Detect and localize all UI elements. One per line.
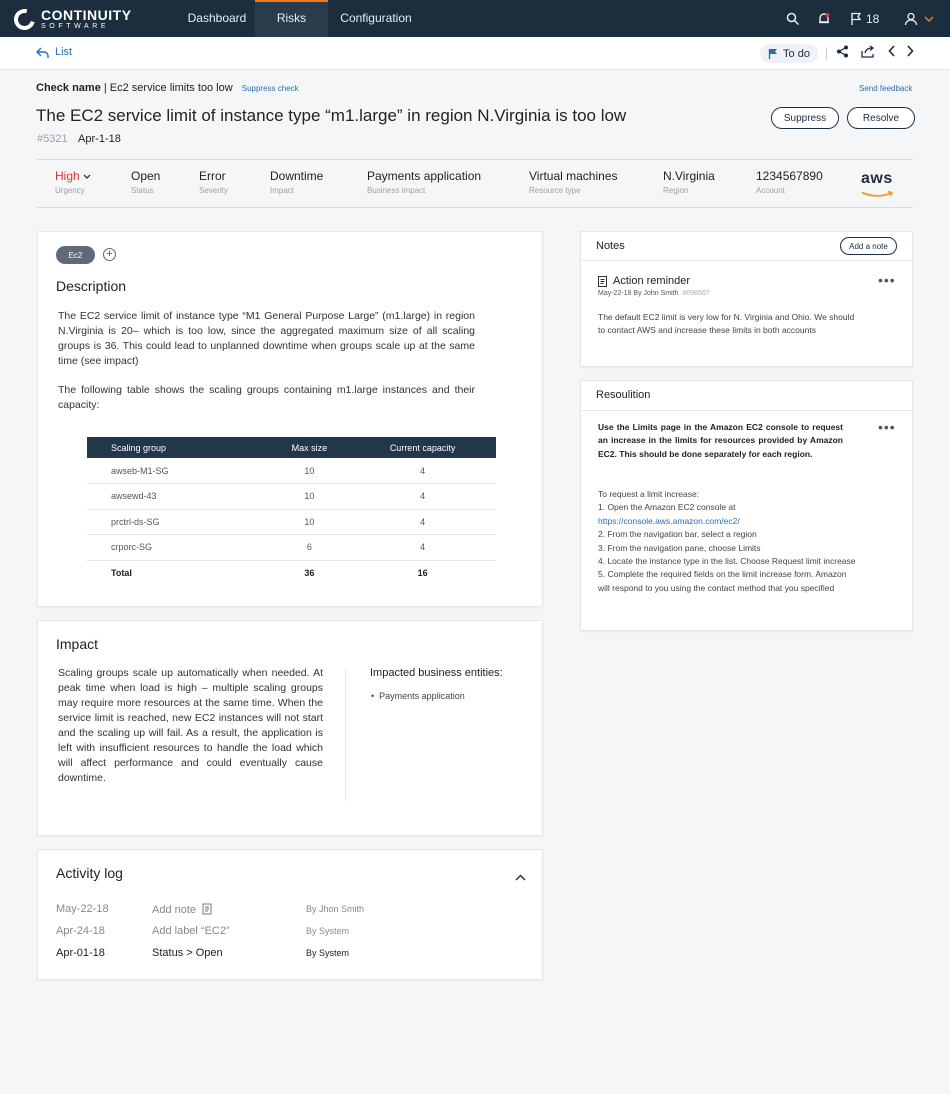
table-cell: 6	[270, 535, 350, 561]
aws-logo	[861, 171, 895, 201]
add-label-icon[interactable]: +	[103, 248, 116, 261]
activity-row	[56, 925, 350, 937]
activity-row	[56, 903, 365, 916]
severity-attribute	[199, 169, 228, 195]
toolbar-divider	[826, 47, 827, 60]
column-header-scaling-group: Scaling group	[87, 437, 270, 458]
chevron-down-icon	[83, 174, 91, 179]
impact-label: Impact	[270, 186, 295, 195]
severity-value: Error	[199, 169, 226, 183]
bell-icon[interactable]	[817, 0, 831, 37]
check-name: Check name | Ec2 service limits too low Suppress check	[36, 82, 299, 94]
risk-attributes-bar	[37, 159, 913, 208]
table-row	[87, 535, 496, 561]
note-icon	[202, 903, 212, 915]
next-arrow-icon[interactable]	[906, 45, 914, 60]
table-header-row	[87, 437, 496, 458]
note-icon	[598, 276, 607, 287]
column-header-current-capacity: Current capacity	[349, 437, 496, 458]
tab-dashboard[interactable]: Dashboard	[187, 11, 247, 25]
impacted-entities-title: Impacted business entities:	[370, 667, 503, 679]
risk-date: Apr-1-18	[78, 133, 121, 145]
activity-action: Status > Open	[152, 947, 223, 959]
activity-action: Add label “EC2”	[152, 925, 230, 937]
table-total-row	[87, 560, 496, 586]
table-cell: 36	[304, 568, 315, 578]
urgency-value: High	[55, 169, 80, 183]
add-note-button[interactable]: Add a note	[840, 237, 897, 255]
previous-arrow-icon[interactable]	[888, 45, 896, 60]
collapse-chevron-icon[interactable]	[515, 870, 526, 884]
table-cell: 4	[349, 535, 496, 561]
notes-card	[580, 231, 913, 367]
activity-action: Add note	[152, 903, 212, 916]
account-label: Account	[756, 186, 785, 195]
resolve-button[interactable]: Resolve	[847, 107, 915, 129]
notes-header	[581, 232, 912, 261]
activity-by: By Jhon Smith	[306, 904, 365, 914]
page-title: The EC2 service limit of instance type “m1.large” in region N.Virginia is too low	[36, 106, 627, 125]
table-row	[87, 509, 496, 535]
resolution-step-5: 5. Complete the required fields on the limit increase form. Amazon will respond to you using the contact method that you specified	[598, 569, 847, 593]
todo-status-button[interactable]	[760, 44, 818, 63]
flag-count: 18	[866, 11, 880, 26]
resolution-step-4: 4. Locate the instance type in the list. Choose Request limit increase	[598, 556, 856, 567]
resolution-summary: Use the Limits page in the Amazon EC2 console to request an increase in the limits for resources provided by Amazon EC2. This should be done separately for each region.	[598, 422, 843, 459]
aws-console-link[interactable]: https://console.aws.amazon.com/ec2/	[598, 515, 740, 526]
note-text: The default EC2 limit is very low for N. Virginia and Ohio. We should to contact AWS and increase these limits in both accounts	[598, 312, 855, 335]
top-navigation-bar	[0, 0, 950, 37]
tab-configuration[interactable]: Configuration	[340, 11, 412, 25]
impacted-entity-item[interactable]: • Payments application	[371, 691, 465, 701]
resource-type-label: Resource type	[529, 186, 581, 195]
impacted-entity-label: Payments application	[379, 691, 465, 701]
aws-logo-text: aws	[861, 170, 893, 187]
user-menu[interactable]	[904, 0, 934, 37]
impact-title: Impact	[56, 636, 99, 652]
back-to-list-link[interactable]	[36, 46, 72, 58]
search-icon[interactable]	[786, 0, 800, 37]
resource-type-value: Virtual machines	[529, 169, 618, 183]
back-label: List	[55, 46, 73, 58]
resolution-more-options-icon[interactable]: •••	[878, 419, 896, 435]
impact-value: Downtime	[270, 169, 324, 183]
sub-toolbar	[0, 37, 950, 70]
back-arrow-icon	[36, 47, 49, 58]
user-icon	[904, 12, 918, 26]
table-cell: 10	[270, 484, 350, 510]
note-header	[598, 275, 690, 287]
table-cell: awsewd-43	[87, 484, 270, 510]
impact-card	[37, 620, 543, 836]
note-meta	[598, 290, 710, 297]
logo-ring-icon	[10, 5, 39, 34]
check-name-label: Check name	[36, 82, 101, 94]
table-cell: Total	[111, 568, 132, 578]
scaling-groups-table	[87, 437, 496, 586]
flag-counter[interactable]	[850, 0, 879, 37]
check-name-value: Ec2 service limits too low	[109, 82, 233, 94]
aws-smile-icon	[861, 191, 895, 198]
description-title: Description	[56, 278, 127, 294]
logo-sub-text: SOFTWARE	[41, 23, 110, 30]
note-title: Action reminder	[613, 275, 691, 287]
risk-meta	[37, 133, 121, 145]
resolution-header	[581, 381, 912, 411]
description-card	[37, 231, 543, 607]
export-icon[interactable]	[861, 45, 875, 61]
send-feedback-link[interactable]: Send feedback	[859, 84, 913, 93]
tab-risks[interactable]: Risks	[255, 0, 328, 37]
resolution-title: Resoulition	[596, 389, 651, 401]
risk-id: #5321	[37, 133, 68, 145]
description-paragraph-1: The EC2 service limit of instance type “M1 General Purpose Large” (m1.large) in region N.Virginia is 20– which is too low, since the aggregated maximum size of all scaling groups is 36. This could lead to unplanned downtime when groups scale up at the same time (see impact)	[58, 310, 475, 367]
table-row	[87, 484, 496, 510]
share-icon[interactable]	[836, 45, 849, 61]
region-attribute	[663, 169, 715, 195]
todo-label: To do	[783, 47, 810, 60]
resolution-steps	[598, 488, 858, 595]
label-chip[interactable]: Ec2	[56, 246, 95, 264]
activity-log-title: Activity log	[56, 865, 123, 881]
notes-title: Notes	[596, 240, 625, 252]
urgency-label: Urgency	[55, 186, 85, 195]
activity-row	[56, 947, 350, 959]
note-author-date: May-22-18 By John Smith	[598, 290, 679, 297]
activity-log-card	[37, 849, 543, 980]
activity-by: By System	[306, 926, 350, 936]
urgency-attribute[interactable]	[55, 169, 91, 195]
business-impact-label: Business impact	[367, 186, 426, 195]
column-header-max-size: Max size	[270, 437, 350, 458]
table-cell: 10	[270, 458, 350, 484]
business-impact-value: Payments application	[367, 169, 482, 183]
table-cell: awseb-M1-SG	[87, 458, 270, 484]
region-label: Region	[663, 186, 689, 195]
table-cell: crporc-SG	[87, 535, 270, 561]
note-id: #098567	[682, 290, 710, 297]
table-cell: 4	[349, 509, 496, 535]
note-more-options-icon[interactable]: •••	[878, 272, 896, 288]
continuity-logo[interactable]	[14, 8, 132, 30]
logo-main-text: CONTINUITY	[41, 7, 132, 23]
suppress-check-link[interactable]: Suppress check	[241, 84, 299, 93]
activity-date: May-22-18	[56, 903, 109, 915]
severity-label: Severity	[199, 186, 228, 195]
table-cell: 16	[417, 568, 428, 578]
resolution-intro: To request a limit increase:	[598, 489, 700, 499]
resource-type-attribute	[529, 169, 618, 195]
region-value: N.Virginia	[663, 169, 715, 183]
flag-icon	[850, 12, 862, 25]
account-value: 1234567890	[756, 169, 823, 183]
impact-attribute	[270, 169, 323, 195]
status-label: Status	[131, 186, 154, 195]
activity-by: By System	[306, 948, 350, 958]
impact-divider	[345, 669, 346, 801]
status-value: Open	[131, 169, 161, 183]
account-attribute	[756, 169, 823, 195]
resolution-step-1: 1. Open the Amazon EC2 console at	[598, 502, 736, 513]
table-cell: 10	[270, 509, 350, 535]
activity-date: Apr-01-18	[56, 947, 105, 959]
resolution-card	[580, 380, 913, 631]
resolution-step-2: 2. From the navigation bar, select a region	[598, 529, 757, 540]
table-cell: 4	[349, 484, 496, 510]
resolution-step-3: 3. From the navigation pane, choose Limits	[598, 542, 761, 553]
table-row	[87, 458, 496, 484]
activity-date: Apr-24-18	[56, 925, 105, 937]
business-impact-attribute	[367, 169, 481, 195]
chevron-down-icon	[924, 16, 934, 22]
flag-icon	[768, 48, 778, 59]
suppress-button[interactable]: Suppress	[771, 107, 839, 129]
description-paragraph-2: The following table shows the scaling groups containing m1.large instances and their capacity:	[58, 384, 475, 411]
impact-text: Scaling groups scale up automatically when needed. At peak time when load is high – multiple scaling groups may require more resources at the same time. When the service limit is reached, new EC2 instances will not start and the scaling up will fail. As a result, the application is left with insufficient resources to handle the load which will affect performance and could eventually cause downtime.	[58, 667, 323, 784]
table-cell: 4	[349, 458, 496, 484]
table-cell: prctrl-ds-SG	[87, 509, 270, 535]
status-attribute	[131, 169, 160, 195]
